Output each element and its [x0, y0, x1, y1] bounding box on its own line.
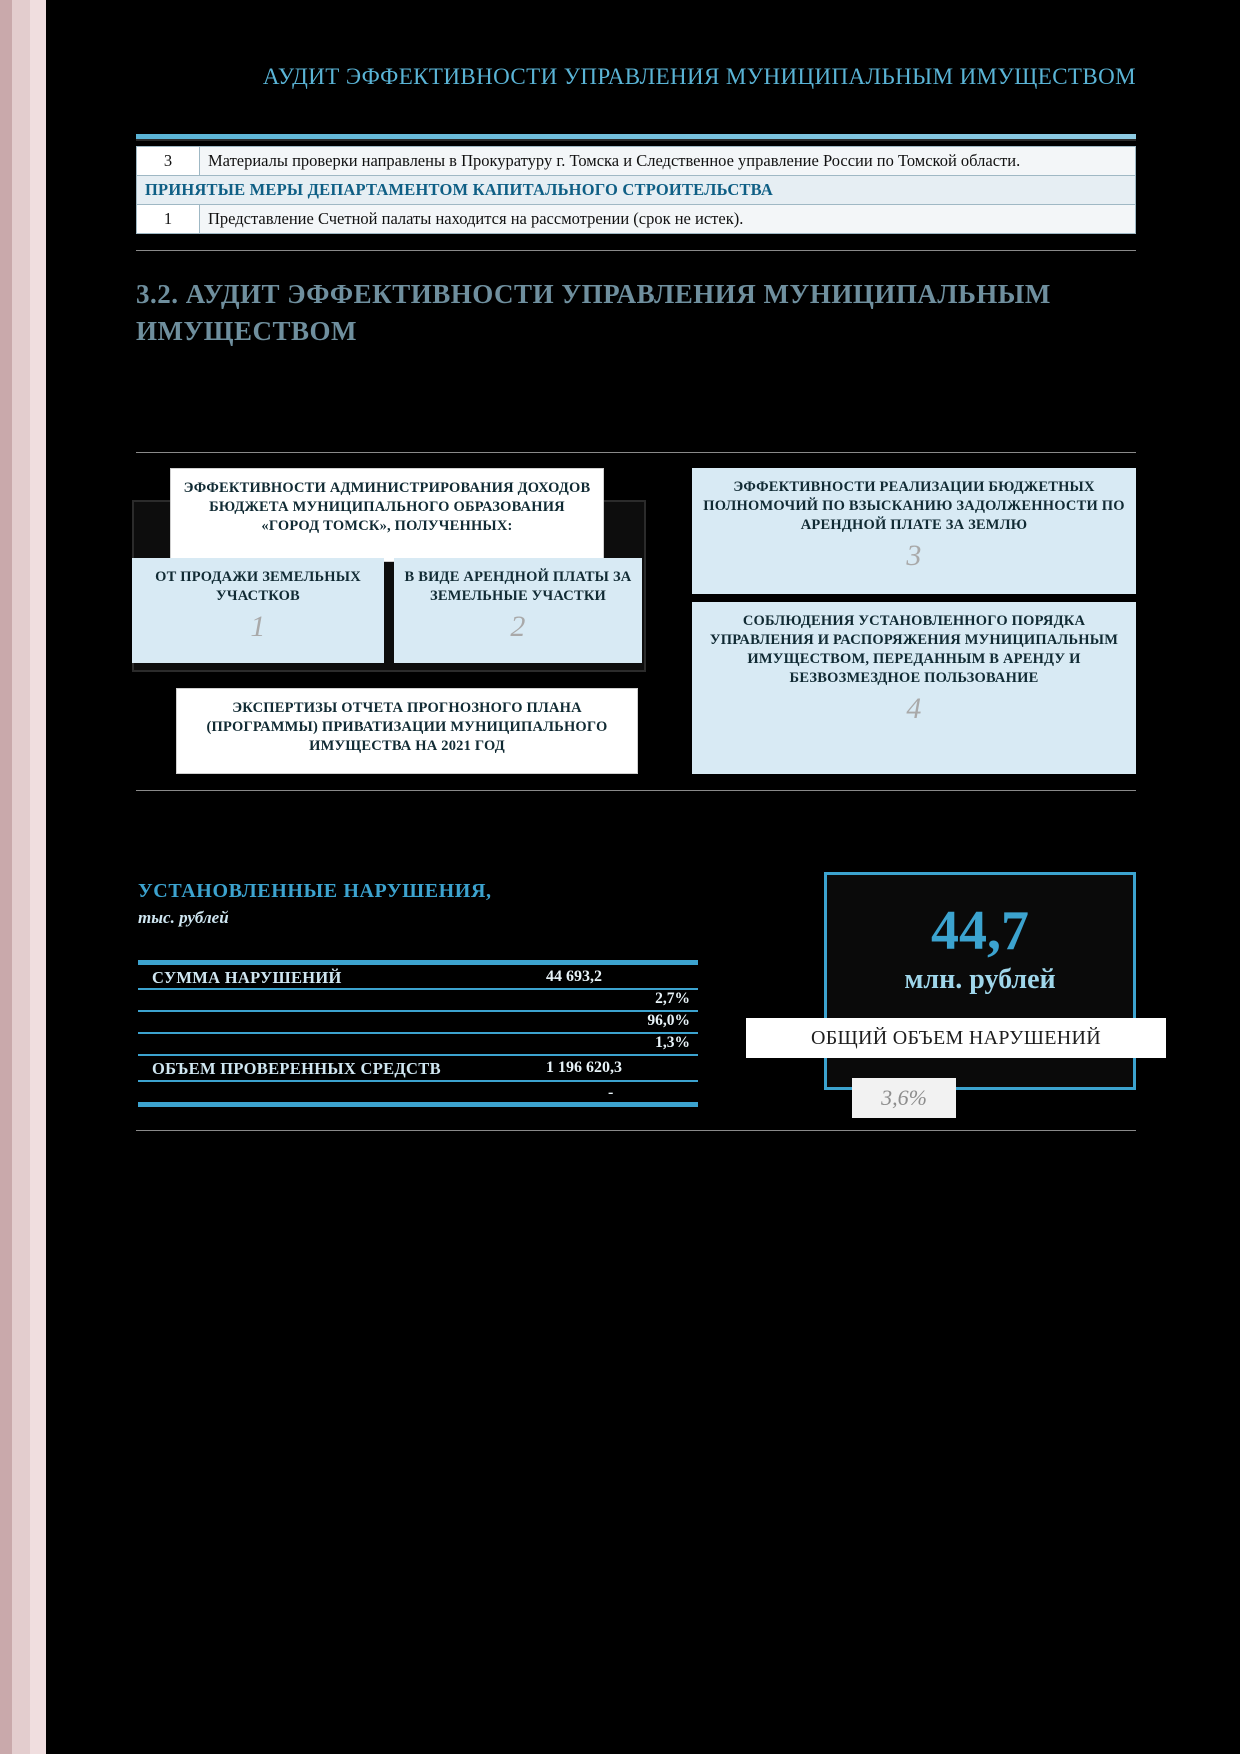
table-section-header: ПРИНЯТЫЕ МЕРЫ ДЕПАРТАМЕНТОМ КАПИТАЛЬНОГО СТРОИТЕЛЬСТВА: [137, 176, 1136, 205]
chart-row-percent: 2,7%: [655, 990, 690, 1007]
page-margin-bar-inner: [30, 0, 46, 1754]
diagram-box-4: [692, 602, 1136, 774]
diagram-box-2-number: 2: [510, 610, 526, 643]
diagram-box-1: [132, 558, 384, 663]
section-heading: 3.2. АУДИТ ЭФФЕКТИВНОСТИ УПРАВЛЕНИЯ МУНИЦИПАЛЬНЫМ ИМУЩЕСТВОМ: [136, 279, 1051, 346]
chart-row-percent: 96,0%: [647, 1012, 690, 1029]
violations-chart: [138, 960, 698, 1106]
callout-caption: ОБЩИЙ ОБЪЕМ НАРУШЕНИЙ: [746, 1018, 1166, 1058]
diagram-box-1-number: 1: [250, 610, 266, 643]
chart-rule: [138, 1032, 698, 1034]
header-divider: [136, 134, 1136, 139]
chart-row: [138, 1080, 698, 1106]
table-row-text: Материалы проверки направлены в Прокуратуру г. Томска и Следственное управление России по Томской области.: [200, 147, 1136, 176]
page-canvas: [46, 0, 1240, 1754]
diagram-box-administration: [170, 468, 604, 562]
diagram-box-3-text: ЭФФЕКТИВНОСТИ РЕАЛИЗАЦИИ БЮДЖЕТНЫХ ПОЛНОМОЧИЙ ПО ВЗЫСКАНИЮ ЗАДОЛЖЕННОСТИ ПО АРЕНДНОЙ ПЛАТЕ ЗА ЗЕМЛЮ: [703, 479, 1125, 533]
callout-unit: млн. рублей: [904, 964, 1056, 995]
chart-row: [138, 988, 698, 1010]
table-row-number: 1: [137, 205, 200, 234]
divider-footer: [136, 1130, 1136, 1131]
diagram-box-3: [692, 468, 1136, 594]
chart-row: [138, 960, 698, 988]
page-margin-bar-mid: [12, 0, 30, 1754]
chart-rule: [138, 988, 698, 990]
diagram-box-administration-text: ЭФФЕКТИВНОСТИ АДМИНИСТРИРОВАНИЯ ДОХОДОВ БЮДЖЕТА МУНИЦИПАЛЬНОГО ОБРАЗОВАНИЯ «ГОРОД ТОМСК», ПОЛУЧЕННЫХ:: [183, 480, 591, 534]
diagram-box-4-text: СОБЛЮДЕНИЯ УСТАНОВЛЕННОГО ПОРЯДКА УПРАВЛЕНИЯ И РАСПОРЯЖЕНИЯ МУНИЦИПАЛЬНЫМ ИМУЩЕСТВОМ, ПЕРЕДАННЫМ В АРЕНДУ И БЕЗВОЗМЕЗДНОЕ ПОЛЬЗОВАНИЕ: [709, 613, 1119, 686]
violations-subtitle: тыс. рублей: [138, 908, 229, 927]
chart-row: [138, 1032, 698, 1054]
diagram-box-5: [176, 688, 638, 774]
callout-value: 44,7: [931, 900, 1029, 962]
chart-rule: [138, 960, 698, 965]
chart-row-value: 1 196 620,3: [546, 1059, 622, 1076]
chart-rule: [138, 1054, 698, 1056]
diagram-box-5-text: ЭКСПЕРТИЗЫ ОТЧЕТА ПРОГНОЗНОГО ПЛАНА (ПРОГРАММЫ) ПРИВАТИЗАЦИИ МУНИЦИПАЛЬНОГО ИМУЩЕСТВА НА 2021 ГОД: [206, 700, 608, 754]
diagram-box-4-number: 4: [906, 692, 922, 725]
measures-table: [136, 146, 1136, 234]
diagram-box-2: [394, 558, 642, 663]
chart-rule: [138, 1010, 698, 1012]
diagram-box-2-text: В ВИДЕ АРЕНДНОЙ ПЛАТЫ ЗА ЗЕМЕЛЬНЫЕ УЧАСТКИ: [404, 569, 632, 604]
page-title: АУДИТ ЭФФЕКТИВНОСТИ УПРАВЛЕНИЯ МУНИЦИПАЛЬНЫМ ИМУЩЕСТВОМ: [262, 64, 1136, 89]
chart-row-label: ОБЪЕМ ПРОВЕРЕННЫХ СРЕДСТВ: [152, 1059, 441, 1078]
chart-row: [138, 1010, 698, 1032]
chart-row-value: -: [608, 1084, 614, 1101]
table-section-row: [137, 176, 1136, 205]
table-row: [137, 205, 1136, 234]
chart-row-label: СУММА НАРУШЕНИЙ: [152, 968, 342, 987]
violations-title: УСТАНОВЛЕННЫЕ НАРУШЕНИЯ,: [138, 880, 492, 902]
chart-row: [138, 1054, 698, 1080]
diagram-box-3-number: 3: [906, 539, 922, 572]
chart-rule-bottom: [138, 1102, 698, 1107]
chart-row-value: 44 693,2: [546, 968, 602, 985]
chart-rule: [138, 1080, 698, 1082]
divider-after-diagram: [136, 790, 1136, 791]
callout-percent: 3,6%: [852, 1078, 956, 1118]
table-row-number: 3: [137, 147, 200, 176]
chart-row-percent: 1,3%: [655, 1034, 690, 1051]
page-margin-bar-outer: [0, 0, 12, 1754]
table-row-text: Представление Счетной палаты находится на рассмотрении (срок не истек).: [200, 205, 1136, 234]
divider-after-table: [136, 250, 1136, 251]
divider-before-diagram: [136, 452, 1136, 453]
diagram-box-1-text: ОТ ПРОДАЖИ ЗЕМЕЛЬНЫХ УЧАСТКОВ: [155, 569, 361, 604]
table-row: [137, 147, 1136, 176]
